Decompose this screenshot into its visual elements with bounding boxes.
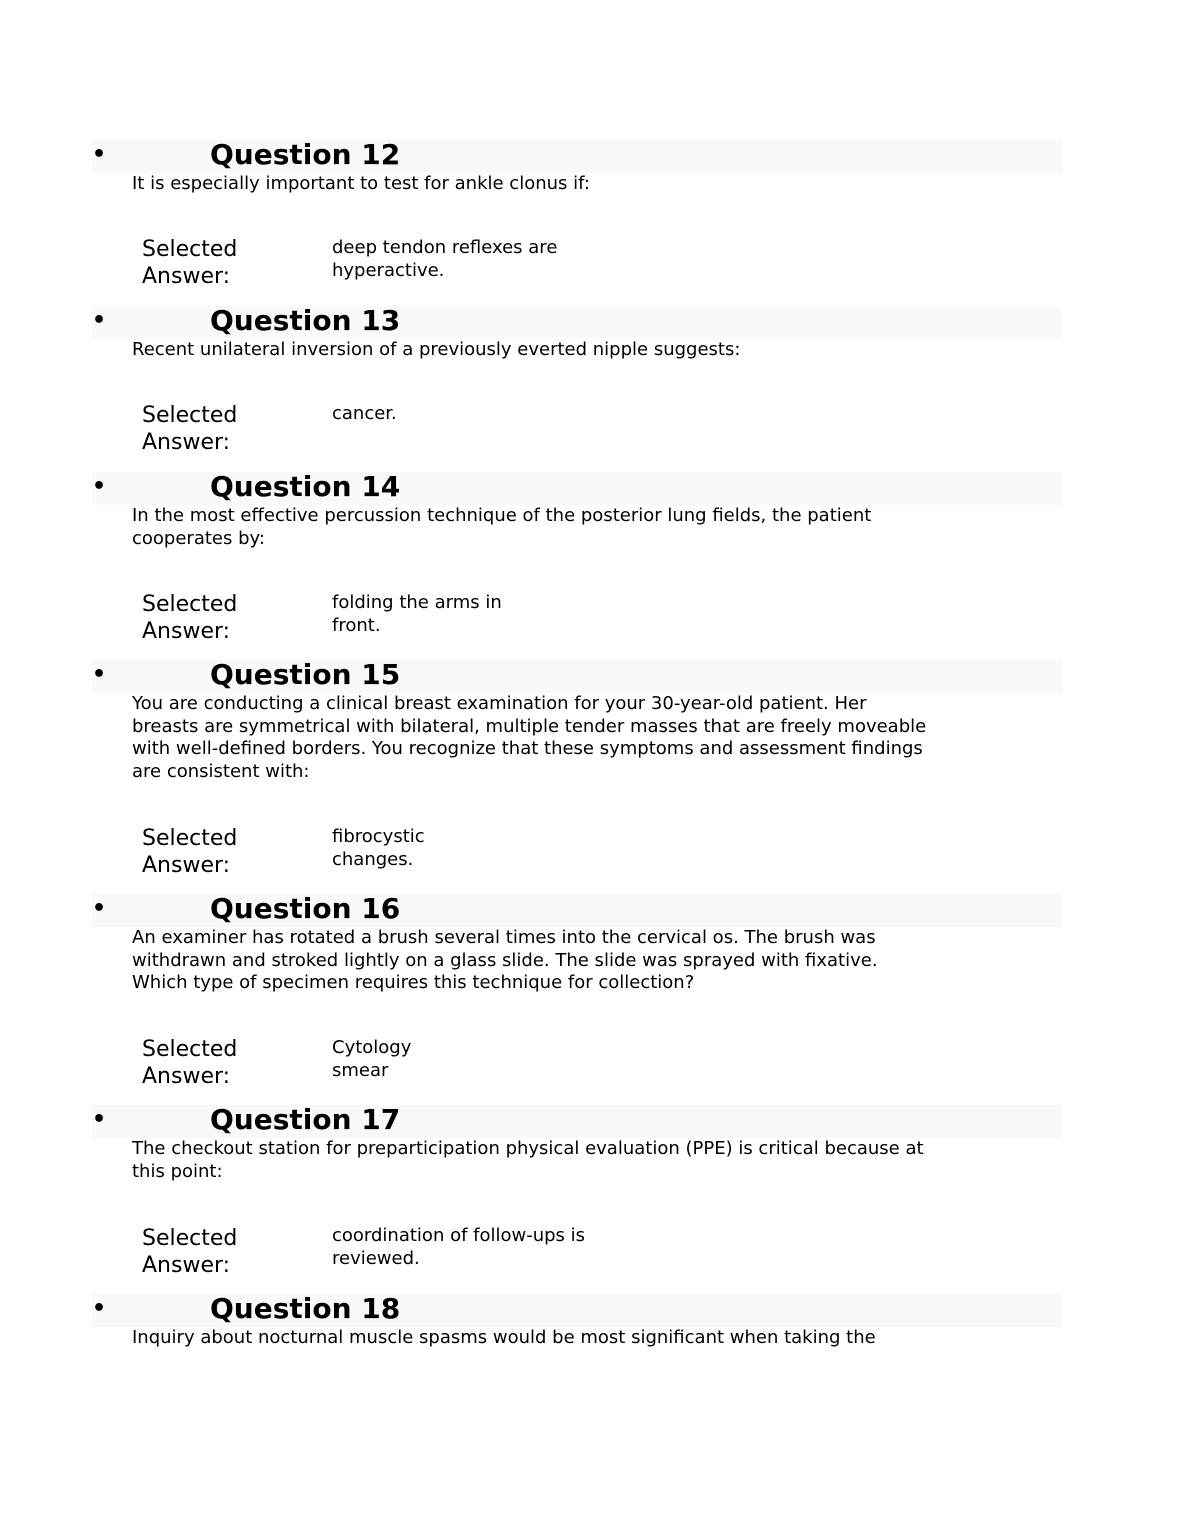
bullet-icon: • [92, 662, 107, 687]
selected-answer-label: Selected Answer: [142, 1226, 238, 1278]
question-title: Question 18 [210, 1292, 401, 1325]
bullet-icon: • [92, 1107, 107, 1132]
question-header [92, 306, 1062, 339]
selected-answer-label: Selected Answer: [142, 826, 238, 878]
question-title: Question 15 [210, 658, 401, 691]
question-text: An examiner has rotated a brush several times into the cervical os. The brush was withdrawn and stroked lightly on a glass slide. The slide was sprayed with fixative. Which type of specimen requires this technique for collection? [132, 927, 878, 994]
question-text: Recent unilateral inversion of a previously everted nipple suggests: [132, 339, 741, 360]
question-text: In the most effective percussion technique of the posterior lung fields, the patient cooperates by: [132, 505, 872, 549]
question-header [92, 894, 1062, 927]
question-header [92, 1294, 1062, 1327]
selected-answer-value: fibrocystic changes. [332, 826, 425, 870]
question-text: Inquiry about nocturnal muscle spasms would be most significant when taking the [132, 1327, 876, 1348]
selected-answer-label: Selected Answer: [142, 592, 238, 644]
question-title: Question 13 [210, 304, 401, 337]
selected-answer-value: cancer. [332, 403, 397, 424]
bullet-icon: • [92, 474, 107, 499]
bullet-icon: • [92, 142, 107, 167]
bullet-icon: • [92, 308, 107, 333]
selected-answer-label: Selected Answer: [142, 1037, 238, 1089]
question-header [92, 140, 1062, 173]
question-text: You are conducting a clinical breast examination for your 30-year-old patient. Her breasts are symmetrical with bilateral, multiple tender masses that are freely moveable with well-defined borders. You recognize that these symptoms and assessment findings are consistent with: [132, 693, 927, 782]
selected-answer-label: Selected Answer: [142, 237, 238, 289]
question-title: Question 14 [210, 470, 401, 503]
question-text: It is especially important to test for ankle clonus if: [132, 173, 590, 194]
bullet-icon: • [92, 1296, 107, 1321]
question-header [92, 660, 1062, 693]
question-title: Question 16 [210, 892, 401, 925]
question-text: The checkout station for preparticipation physical evaluation (PPE) is critical because at this point: [132, 1138, 924, 1182]
selected-answer-value: deep tendon reflexes are hyperactive. [332, 237, 558, 281]
bullet-icon: • [92, 896, 107, 921]
selected-answer-value: Cytology smear [332, 1037, 412, 1081]
question-title: Question 12 [210, 138, 401, 171]
selected-answer-label: Selected Answer: [142, 403, 238, 455]
question-title: Question 17 [210, 1103, 401, 1136]
question-header [92, 472, 1062, 505]
selected-answer-value: coordination of follow-ups is reviewed. [332, 1225, 586, 1269]
question-header [92, 1105, 1062, 1138]
selected-answer-value: folding the arms in front. [332, 592, 502, 636]
